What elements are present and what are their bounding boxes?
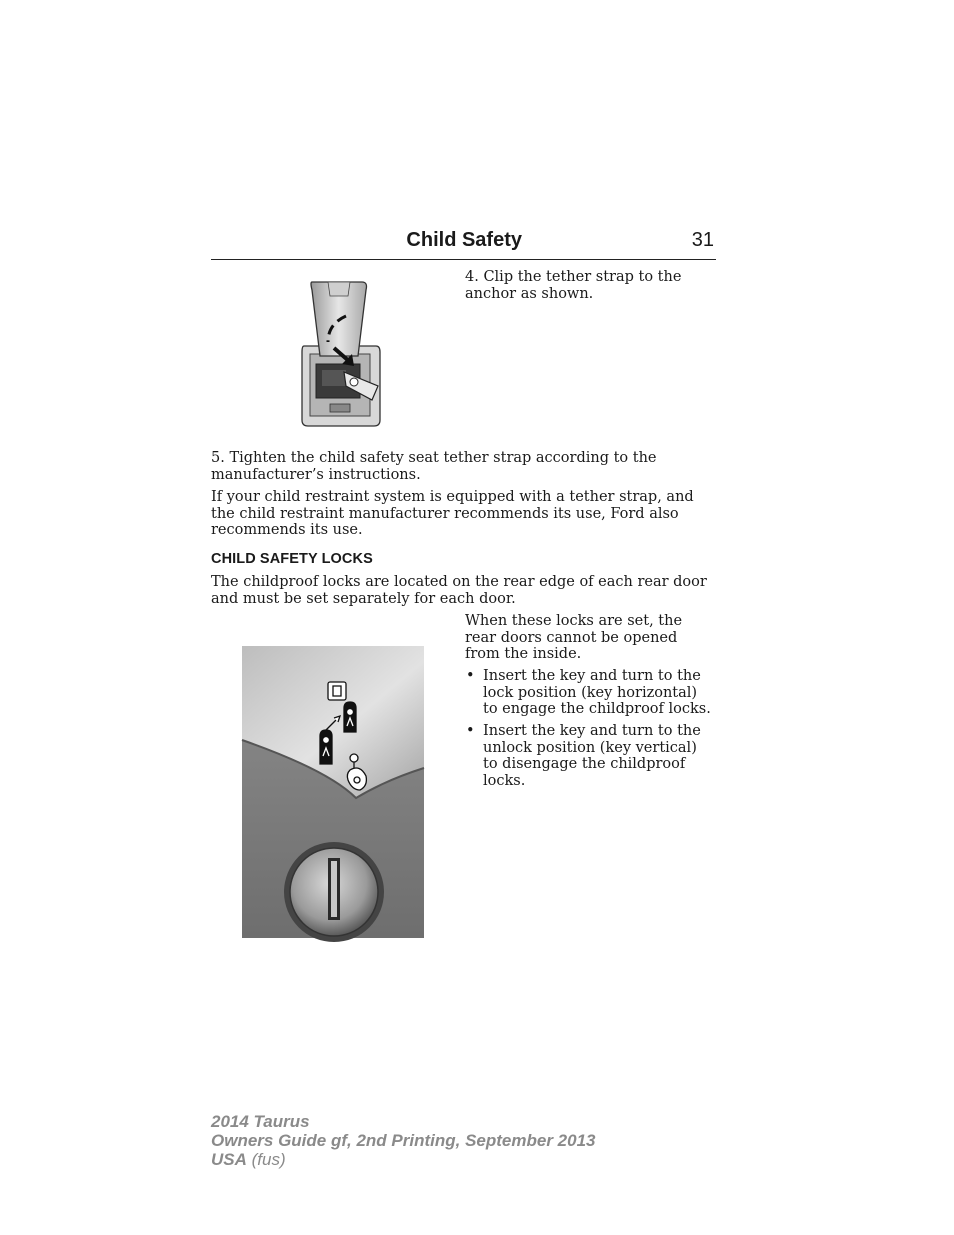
footer-line-2: Owners Guide gf, 2nd Printing, September 2013 xyxy=(211,1131,596,1150)
child-lock-illustration xyxy=(236,640,430,942)
step-4-text: 4. Clip the tether strap to the anchor as shown. xyxy=(465,269,682,302)
list-item xyxy=(465,723,715,789)
bullet-text: Insert the key and turn to the unlock position (key vertical) to disengage the childproof locks. xyxy=(483,723,701,789)
footer-region: USA xyxy=(211,1150,247,1169)
lock-instructions-list xyxy=(465,668,715,795)
footer-region-code: (fus) xyxy=(246,1150,286,1169)
locks-effect-paragraph: When these locks are set, the rear doors cannot be opened from the inside. xyxy=(465,613,683,662)
footer-line-3 xyxy=(211,1150,595,1169)
page-number: 31 xyxy=(691,229,714,251)
footer-line-1: 2014 Taurus xyxy=(211,1112,310,1131)
step-5-text: 5. Tighten the child safety seat tether strap according to the manufacturer’s instructions. xyxy=(211,450,657,483)
section-heading: CHILD SAFETY LOCKS xyxy=(211,551,373,567)
tether-note-paragraph: If your child restraint system is equipped with a tether strap, and the child restraint manufacturer recommends its use, Ford also recommends its use. xyxy=(211,489,694,538)
bullet-marker: • xyxy=(466,723,475,739)
page-footer xyxy=(211,1112,595,1169)
locks-location-paragraph: The childproof locks are located on the rear edge of each rear door and must be set separately for each door. xyxy=(211,574,707,607)
bullet-marker: • xyxy=(466,668,475,684)
list-item xyxy=(465,668,715,718)
section-title: Child Safety xyxy=(406,229,522,251)
page-header xyxy=(211,229,716,260)
tether-anchor-illustration xyxy=(298,276,384,428)
bullet-text: Insert the key and turn to the lock position (key horizontal) to engage the childproof locks. xyxy=(483,668,711,717)
